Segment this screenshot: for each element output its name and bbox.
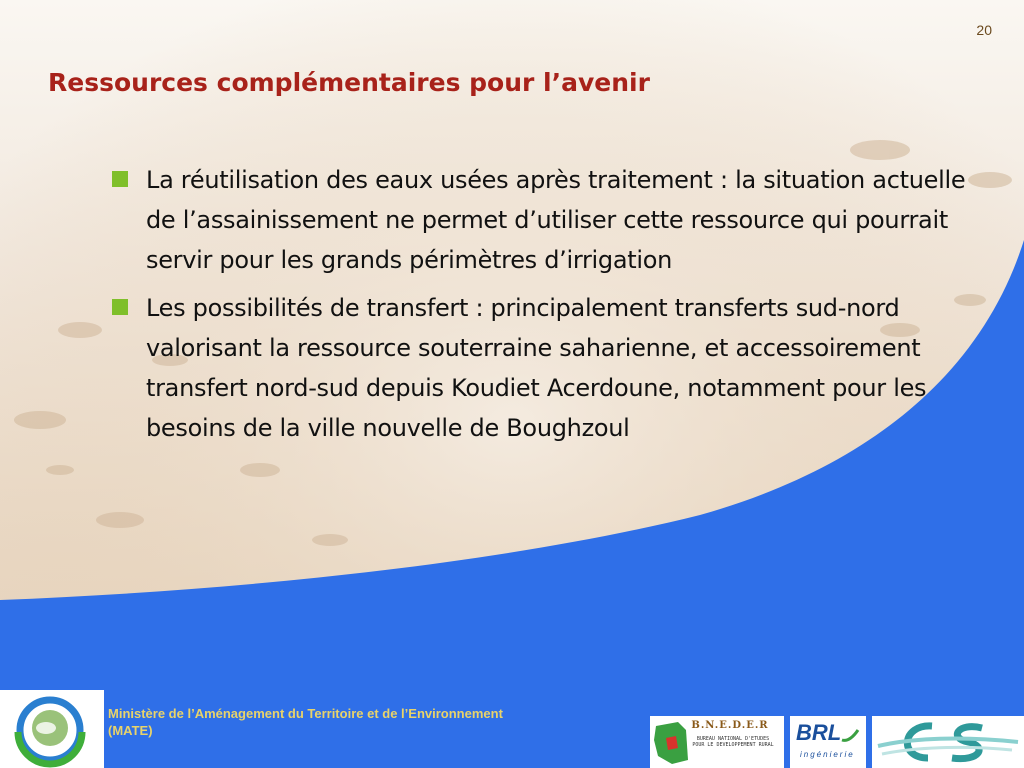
bneder-subtitle: BUREAU NATIONAL D'ETUDES POUR LE DEVELOPPEMENT RURAL (692, 736, 774, 748)
brl-subtitle: ingénierie (800, 750, 855, 759)
ministry-caption (108, 705, 503, 739)
mate-logo (0, 690, 104, 768)
slide-title: Ressources complémentaires pour l’avenir (48, 68, 650, 97)
bullet-list (112, 160, 972, 456)
swoosh-icon (840, 726, 860, 746)
cs-logo (872, 716, 1024, 768)
brl-logo (790, 716, 866, 768)
brl-name: BRL (796, 720, 842, 745)
ministry-name: Ministère de l’Aménagement du Territoire et de l’Environnement (108, 706, 503, 721)
slide-number: 20 (976, 22, 992, 38)
bullet-item (112, 160, 972, 280)
bullet-item (112, 288, 972, 448)
ministry-acronym: (MATE) (108, 723, 153, 738)
globe-icon (0, 690, 104, 768)
bneder-logo (650, 716, 784, 768)
square-bullet-icon (112, 299, 128, 315)
cs-wave-icon (872, 716, 1024, 768)
bullet-text: La réutilisation des eaux usées après traitement : la situation actuelle de l’assainissement ne permet d’utiliser cette ressource qui pourrait servir pour les grands périmètres d’irrigation (146, 166, 966, 274)
bullet-text: Les possibilités de transfert : principalement transferts sud-nord valorisant la ressource souterraine saharienne, et accessoirement transfert nord-sud depuis Koudiet Acerdoune, notamment pour les besoins de la ville nouvelle de Boughzoul (146, 294, 927, 442)
square-bullet-icon (112, 171, 128, 187)
bneder-name: B.N.E.D.E.R (691, 720, 769, 731)
